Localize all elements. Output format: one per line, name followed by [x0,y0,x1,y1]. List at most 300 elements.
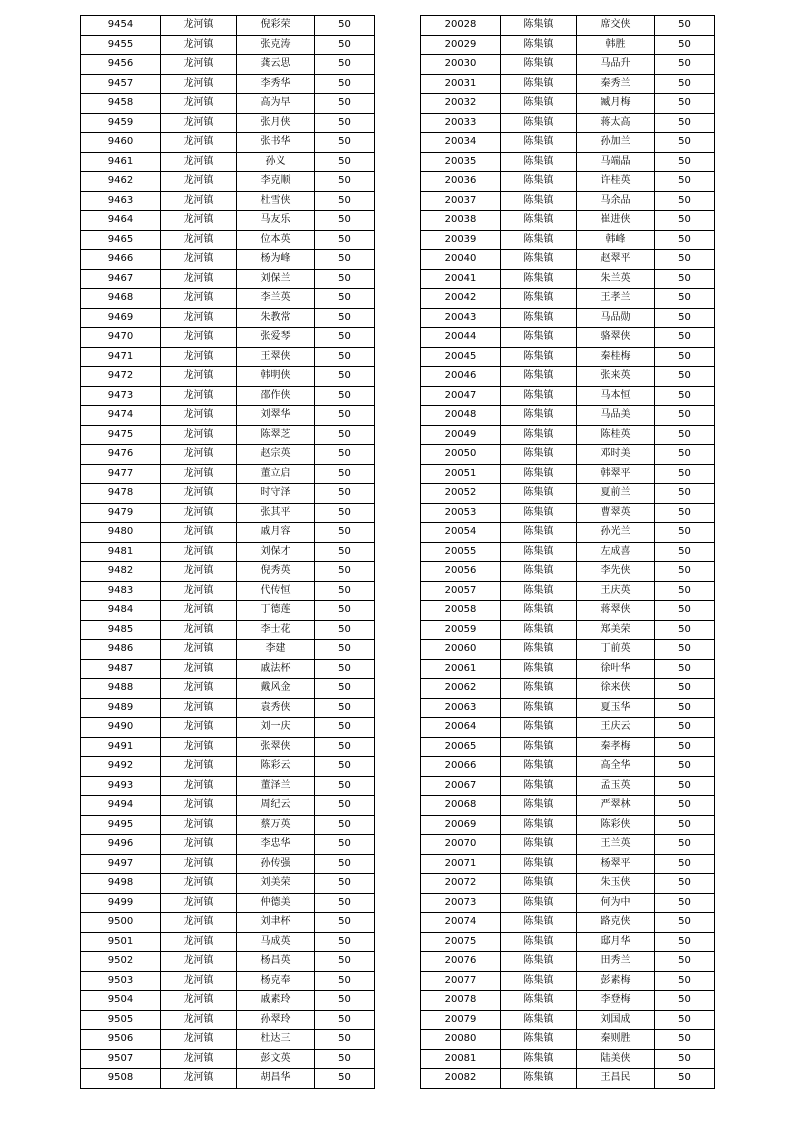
name-cell: 马本恒 [577,386,655,406]
amount-cell: 50 [655,211,715,231]
town-cell: 陈集镇 [501,445,577,465]
name-cell: 左成喜 [577,542,655,562]
amount-cell: 50 [315,113,375,133]
table-row [81,718,375,738]
table-row [81,893,375,913]
id-cell: 20079 [421,1010,501,1030]
id-cell: 9490 [81,718,161,738]
table-row [81,776,375,796]
town-cell: 龙河镇 [161,1030,237,1050]
id-cell: 9465 [81,230,161,250]
town-cell: 陈集镇 [501,113,577,133]
amount-cell: 50 [315,679,375,699]
id-cell: 9485 [81,620,161,640]
name-cell: 杨为峰 [237,250,315,270]
id-cell: 9454 [81,16,161,36]
table-row [421,16,715,36]
table-row [421,211,715,231]
id-cell: 20045 [421,347,501,367]
amount-cell: 50 [655,854,715,874]
name-cell: 曹翠英 [577,503,655,523]
amount-cell: 50 [315,191,375,211]
town-cell: 龙河镇 [161,367,237,387]
name-cell: 郑美荣 [577,620,655,640]
amount-cell: 50 [655,16,715,36]
id-cell: 9503 [81,971,161,991]
amount-cell: 50 [315,16,375,36]
amount-cell: 50 [655,55,715,75]
amount-cell: 50 [315,581,375,601]
id-cell: 9463 [81,191,161,211]
name-cell: 杨克奉 [237,971,315,991]
amount-cell: 50 [655,835,715,855]
amount-cell: 50 [655,1030,715,1050]
id-cell: 20033 [421,113,501,133]
id-cell: 9491 [81,737,161,757]
id-cell: 9461 [81,152,161,172]
name-cell: 陈翠芝 [237,425,315,445]
name-cell: 丁前英 [577,640,655,660]
town-cell: 龙河镇 [161,152,237,172]
table-row [81,640,375,660]
town-cell: 陈集镇 [501,854,577,874]
table-row [421,113,715,133]
town-cell: 陈集镇 [501,367,577,387]
name-cell: 徐叶华 [577,659,655,679]
id-cell: 20060 [421,640,501,660]
id-cell: 20066 [421,757,501,777]
id-cell: 9462 [81,172,161,192]
town-cell: 龙河镇 [161,328,237,348]
id-cell: 20039 [421,230,501,250]
town-cell: 龙河镇 [161,542,237,562]
table-row [81,835,375,855]
id-cell: 9492 [81,757,161,777]
table-row [81,1030,375,1050]
table-row [421,406,715,426]
table-row [81,386,375,406]
amount-cell: 50 [315,250,375,270]
amount-cell: 50 [315,484,375,504]
amount-cell: 50 [315,562,375,582]
name-cell: 陈桂英 [577,425,655,445]
name-cell: 孙加兰 [577,133,655,153]
id-cell: 9471 [81,347,161,367]
table-row [81,152,375,172]
amount-cell: 50 [655,815,715,835]
table-row [81,1010,375,1030]
id-cell: 20067 [421,776,501,796]
name-cell: 赵宗英 [237,445,315,465]
amount-cell: 50 [655,932,715,952]
name-cell: 张翠侠 [237,737,315,757]
table-row [421,367,715,387]
name-cell: 韩明侠 [237,367,315,387]
id-cell: 20031 [421,74,501,94]
amount-cell: 50 [315,854,375,874]
id-cell: 9500 [81,913,161,933]
table-row [81,35,375,55]
amount-cell: 50 [315,172,375,192]
amount-cell: 50 [655,640,715,660]
name-cell: 张其平 [237,503,315,523]
town-cell: 龙河镇 [161,698,237,718]
id-cell: 9495 [81,815,161,835]
id-cell: 20073 [421,893,501,913]
id-cell: 20063 [421,698,501,718]
town-cell: 陈集镇 [501,542,577,562]
table-row [421,74,715,94]
table-row [421,152,715,172]
table-row [421,932,715,952]
table-row [421,289,715,309]
name-cell: 刘美荣 [237,874,315,894]
name-cell: 孙翠玲 [237,1010,315,1030]
table-row [81,445,375,465]
table-row [81,932,375,952]
table-row [421,445,715,465]
town-cell: 陈集镇 [501,1010,577,1030]
id-cell: 9478 [81,484,161,504]
name-cell: 蒋太高 [577,113,655,133]
name-cell: 刘聿杯 [237,913,315,933]
town-cell: 龙河镇 [161,874,237,894]
name-cell: 李登梅 [577,991,655,1011]
amount-cell: 50 [655,445,715,465]
id-cell: 9458 [81,94,161,114]
amount-cell: 50 [655,191,715,211]
table-row [81,406,375,426]
table-row [81,289,375,309]
id-cell: 9496 [81,835,161,855]
amount-cell: 50 [655,718,715,738]
name-cell: 孙义 [237,152,315,172]
table-row [81,913,375,933]
town-cell: 龙河镇 [161,991,237,1011]
id-cell: 9459 [81,113,161,133]
table-row [81,133,375,153]
name-cell: 邸月华 [577,932,655,952]
name-cell: 李忠华 [237,835,315,855]
table-row [421,601,715,621]
id-cell: 9457 [81,74,161,94]
name-cell: 倪秀英 [237,562,315,582]
amount-cell: 50 [315,289,375,309]
id-cell: 9474 [81,406,161,426]
town-cell: 陈集镇 [501,152,577,172]
table-row [421,835,715,855]
town-cell: 陈集镇 [501,1049,577,1069]
town-cell: 龙河镇 [161,640,237,660]
name-cell: 高为早 [237,94,315,114]
table-row [81,757,375,777]
name-cell: 位本英 [237,230,315,250]
amount-cell: 50 [315,1010,375,1030]
table-row [421,757,715,777]
name-cell: 朱兰英 [577,269,655,289]
name-cell: 董立启 [237,464,315,484]
town-cell: 龙河镇 [161,562,237,582]
id-cell: 9476 [81,445,161,465]
town-cell: 陈集镇 [501,718,577,738]
amount-cell: 50 [315,1030,375,1050]
id-cell: 9488 [81,679,161,699]
table-row [421,562,715,582]
id-cell: 20034 [421,133,501,153]
town-cell: 陈集镇 [501,250,577,270]
name-cell: 李建 [237,640,315,660]
town-cell: 龙河镇 [161,620,237,640]
id-cell: 20057 [421,581,501,601]
amount-cell: 50 [315,55,375,75]
amount-cell: 50 [315,737,375,757]
id-cell: 9489 [81,698,161,718]
amount-cell: 50 [315,503,375,523]
table-row [81,601,375,621]
amount-cell: 50 [655,1069,715,1089]
town-cell: 龙河镇 [161,464,237,484]
town-cell: 陈集镇 [501,503,577,523]
town-cell: 陈集镇 [501,932,577,952]
name-cell: 孟玉英 [577,776,655,796]
table-row [81,562,375,582]
id-cell: 20052 [421,484,501,504]
name-cell: 何为中 [577,893,655,913]
table-row [421,718,715,738]
table-row [421,308,715,328]
town-cell: 龙河镇 [161,250,237,270]
town-cell: 龙河镇 [161,94,237,114]
town-cell: 龙河镇 [161,1069,237,1089]
amount-cell: 50 [655,523,715,543]
table-row [421,640,715,660]
amount-cell: 50 [655,913,715,933]
town-cell: 陈集镇 [501,211,577,231]
town-cell: 龙河镇 [161,1010,237,1030]
name-cell: 朱教常 [237,308,315,328]
amount-cell: 50 [655,74,715,94]
id-cell: 9466 [81,250,161,270]
amount-cell: 50 [655,659,715,679]
id-cell: 20068 [421,796,501,816]
town-cell: 龙河镇 [161,35,237,55]
id-cell: 20077 [421,971,501,991]
town-cell: 陈集镇 [501,16,577,36]
id-cell: 9469 [81,308,161,328]
town-cell: 龙河镇 [161,347,237,367]
town-cell: 龙河镇 [161,113,237,133]
name-cell: 蒋翠侠 [577,601,655,621]
table-row [81,971,375,991]
amount-cell: 50 [655,113,715,133]
town-cell: 陈集镇 [501,640,577,660]
town-cell: 陈集镇 [501,659,577,679]
name-cell: 袁秀侠 [237,698,315,718]
table-row [81,347,375,367]
name-cell: 张书华 [237,133,315,153]
amount-cell: 50 [315,1049,375,1069]
amount-cell: 50 [315,328,375,348]
amount-cell: 50 [655,542,715,562]
town-cell: 陈集镇 [501,1030,577,1050]
table-row [81,250,375,270]
id-cell: 20028 [421,16,501,36]
amount-cell: 50 [315,659,375,679]
town-cell: 龙河镇 [161,503,237,523]
name-cell: 韩翠平 [577,464,655,484]
town-cell: 龙河镇 [161,211,237,231]
amount-cell: 50 [655,1049,715,1069]
id-cell: 20076 [421,952,501,972]
town-cell: 陈集镇 [501,191,577,211]
town-cell: 陈集镇 [501,874,577,894]
amount-cell: 50 [315,620,375,640]
name-cell: 夏玉华 [577,698,655,718]
table-row [421,796,715,816]
table-row [421,815,715,835]
name-cell: 丁德莲 [237,601,315,621]
town-cell: 陈集镇 [501,796,577,816]
id-cell: 20032 [421,94,501,114]
town-cell: 龙河镇 [161,581,237,601]
roster-table-left [80,15,375,1089]
amount-cell: 50 [315,74,375,94]
town-cell: 陈集镇 [501,679,577,699]
table-row [81,269,375,289]
name-cell: 马余品 [577,191,655,211]
town-cell: 陈集镇 [501,269,577,289]
town-cell: 龙河镇 [161,16,237,36]
table-row [421,386,715,406]
id-cell: 9479 [81,503,161,523]
id-cell: 9494 [81,796,161,816]
name-cell: 邵作侠 [237,386,315,406]
name-cell: 王昌民 [577,1069,655,1089]
amount-cell: 50 [315,932,375,952]
name-cell: 王庆英 [577,581,655,601]
town-cell: 龙河镇 [161,386,237,406]
table-row [421,854,715,874]
id-cell: 9501 [81,932,161,952]
table-row [421,269,715,289]
name-cell: 韩峰 [577,230,655,250]
amount-cell: 50 [655,1010,715,1030]
name-cell: 时守泽 [237,484,315,504]
amount-cell: 50 [655,250,715,270]
id-cell: 9497 [81,854,161,874]
table-row [421,133,715,153]
table-row [81,796,375,816]
town-cell: 龙河镇 [161,659,237,679]
amount-cell: 50 [655,679,715,699]
town-cell: 龙河镇 [161,835,237,855]
town-cell: 陈集镇 [501,601,577,621]
name-cell: 韩胜 [577,35,655,55]
table-row [81,698,375,718]
name-cell: 王兰英 [577,835,655,855]
amount-cell: 50 [655,94,715,114]
town-cell: 陈集镇 [501,1069,577,1089]
id-cell: 20036 [421,172,501,192]
table-row [421,464,715,484]
name-cell: 李先侠 [577,562,655,582]
town-cell: 龙河镇 [161,1049,237,1069]
id-cell: 20029 [421,35,501,55]
town-cell: 龙河镇 [161,308,237,328]
name-cell: 路克侠 [577,913,655,933]
town-cell: 龙河镇 [161,757,237,777]
name-cell: 陆美侠 [577,1049,655,1069]
table-row [81,854,375,874]
name-cell: 戚法杯 [237,659,315,679]
name-cell: 马品美 [577,406,655,426]
amount-cell: 50 [655,971,715,991]
amount-cell: 50 [315,347,375,367]
id-cell: 9470 [81,328,161,348]
town-cell: 陈集镇 [501,464,577,484]
id-cell: 20049 [421,425,501,445]
amount-cell: 50 [655,796,715,816]
table-row [81,425,375,445]
amount-cell: 50 [655,484,715,504]
amount-cell: 50 [315,913,375,933]
name-cell: 李克顺 [237,172,315,192]
town-cell: 陈集镇 [501,328,577,348]
table-row [421,1030,715,1050]
amount-cell: 50 [315,757,375,777]
town-cell: 陈集镇 [501,991,577,1011]
table-row [421,347,715,367]
id-cell: 9472 [81,367,161,387]
amount-cell: 50 [315,971,375,991]
id-cell: 9487 [81,659,161,679]
table-row [81,659,375,679]
amount-cell: 50 [315,523,375,543]
amount-cell: 50 [655,952,715,972]
id-cell: 20042 [421,289,501,309]
name-cell: 高全华 [577,757,655,777]
table-row [81,874,375,894]
table-row [421,250,715,270]
amount-cell: 50 [315,640,375,660]
name-cell: 龚云思 [237,55,315,75]
name-cell: 刘国成 [577,1010,655,1030]
amount-cell: 50 [315,211,375,231]
town-cell: 陈集镇 [501,172,577,192]
amount-cell: 50 [315,718,375,738]
amount-cell: 50 [655,406,715,426]
town-cell: 龙河镇 [161,893,237,913]
table-row [81,484,375,504]
town-cell: 龙河镇 [161,74,237,94]
id-cell: 20035 [421,152,501,172]
table-row [81,815,375,835]
table-row [81,74,375,94]
table-row [421,484,715,504]
amount-cell: 50 [655,562,715,582]
amount-cell: 50 [655,133,715,153]
id-cell: 20072 [421,874,501,894]
id-cell: 9456 [81,55,161,75]
amount-cell: 50 [315,308,375,328]
amount-cell: 50 [315,464,375,484]
town-cell: 陈集镇 [501,425,577,445]
id-cell: 20061 [421,659,501,679]
id-cell: 9484 [81,601,161,621]
name-cell: 王庆云 [577,718,655,738]
name-cell: 彭文英 [237,1049,315,1069]
name-cell: 刘保才 [237,542,315,562]
